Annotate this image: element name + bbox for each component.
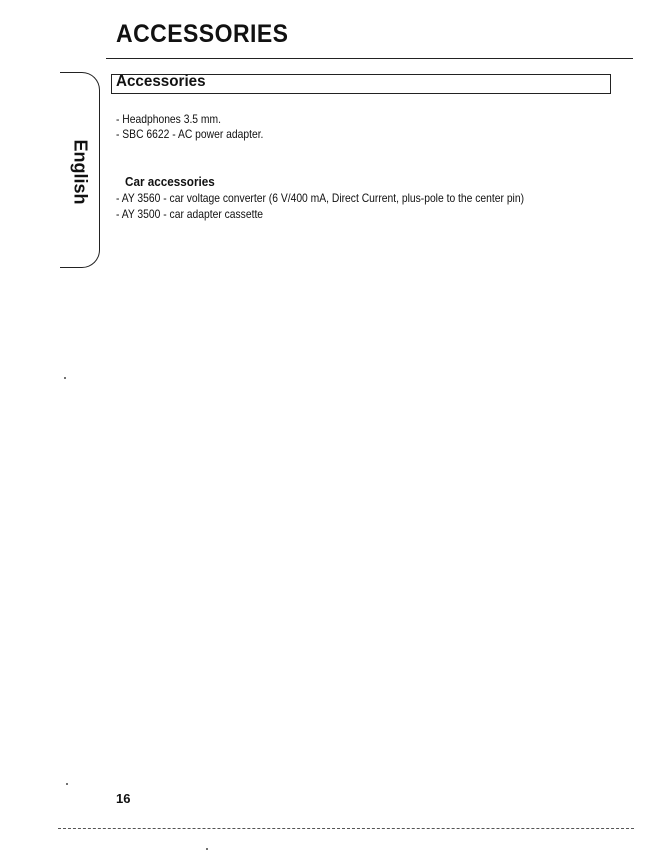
car-accessories-heading: Car accessories <box>125 174 215 189</box>
list-item-headphones: - Headphones 3.5 mm. <box>116 112 221 126</box>
list-item-car-adapter-cassette: - AY 3500 - car adapter cassette <box>116 207 264 221</box>
language-tab-label: English <box>70 139 91 205</box>
scan-speck <box>66 783 68 785</box>
footer-scan-line <box>58 828 634 829</box>
title-divider <box>106 58 633 59</box>
page-title: ACCESSORIES <box>116 20 289 48</box>
language-tab-label-wrapper <box>70 133 90 211</box>
section-header-box <box>111 74 611 94</box>
scan-speck <box>206 848 208 850</box>
page-number: 16 <box>116 791 131 806</box>
list-item-power-adapter: - SBC 6622 - AC power adapter. <box>116 127 264 141</box>
scan-speck <box>64 377 66 379</box>
section-header-title: Accessories <box>116 73 206 90</box>
list-item-car-voltage-converter: - AY 3560 - car voltage converter (6 V/400 mA, Direct Current, plus-pole to the center pin) <box>116 191 525 205</box>
